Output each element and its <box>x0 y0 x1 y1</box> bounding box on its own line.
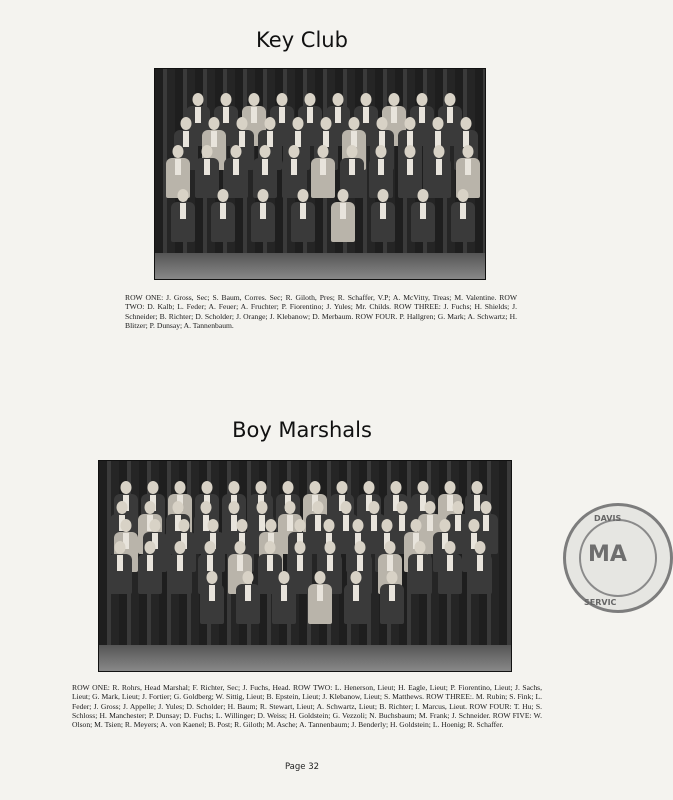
photo-person <box>235 571 261 627</box>
stage-floor <box>99 645 511 671</box>
key-club-title: Key Club <box>256 28 348 52</box>
photo-person <box>467 541 493 597</box>
stage-floor <box>155 253 485 279</box>
seal-stamp <box>563 503 673 613</box>
page-number: Page 32 <box>284 762 320 772</box>
key-club-caption: ROW ONE: J. Gross, Sec; S. Baum, Corres. Sec; R. Giloth, Pres; R. Schaffer, V.P; A. McVitty, Treas; M. Valentine. ROW TWO: D. Kalb; L. Feder; A. Feuer; A. Fruchter; P. Fiorentino; J. Yules; Mr. Childs. ROW THREE: J. Fuchs; H. Shields; J. Schneider; B. Richter; D. Scholder; J. Orange; J. Klebanow; D. Merbaum. ROW FOUR. P. Hallgren; G. Mark; A. Schwartz; H. Blitzer; P. Dunsay; A. Tannenbaum. <box>125 293 517 330</box>
seal-top-text: DAVIS <box>594 514 622 523</box>
seal-bottom-text: SERVIC <box>584 598 617 607</box>
photo-person <box>250 189 276 245</box>
photo-person <box>199 571 225 627</box>
photo-person <box>210 189 236 245</box>
photo-person <box>330 189 356 245</box>
seal-center-text: MA <box>588 542 627 567</box>
photo-person <box>170 189 196 245</box>
photo-person <box>450 189 476 245</box>
boy-marshals-photo <box>98 460 512 672</box>
photo-person <box>137 541 163 597</box>
boy-marshals-title: Boy Marshals <box>232 418 372 442</box>
photo-person <box>290 189 316 245</box>
photo-person <box>410 189 436 245</box>
photo-person <box>107 541 133 597</box>
key-club-photo <box>154 68 486 280</box>
photo-person <box>307 571 333 627</box>
photo-person <box>407 541 433 597</box>
photo-person <box>437 541 463 597</box>
photo-person <box>343 571 369 627</box>
photo-person <box>271 571 297 627</box>
boy-marshals-caption: ROW ONE: R. Rohrs, Head Marshal; F. Richter, Sec; J. Fuchs, Head. ROW TWO: L. Henerson, Lieut; H. Eagle, Lieut; P. Fiorentino, Lieut; J. Sachs, Lieut; G. Mark, Lieut; J. Fortier; G. Goldberg; W. Sittig, Lieut; B. Epstein, Lieut; J. Klebanow, Lieut; S. Matthews. ROW THREE:. M. Rubin; S. Fink; L. Feder; J. Gross; J. Appelle; J. Yules; D. Scholder; H. Baum; R. Stewart, Lieut; A. Schwartz, Lieut; B. Richter; I. Marcus, Lieut. ROW FOUR: T. Hu; S. Schloss; H. Manchester; P. Dunsay; D. Fuchs; L. Willinger; D. Weiss; H. Goldstein; G. Vezzoli; N. Buchsbaum; M. Frank; J. Schneider. ROW FIVE: W. Olson; M. Tsien; R. Meyers; A. von Kaenel; B. Post; R. Giloth; M. Asche; A. Tannenbaum; J. Benderly; H. Goldstein; L. Hoenig; R. Schaffer. <box>72 683 542 730</box>
photo-person <box>370 189 396 245</box>
photo-person <box>167 541 193 597</box>
photo-person <box>379 571 405 627</box>
